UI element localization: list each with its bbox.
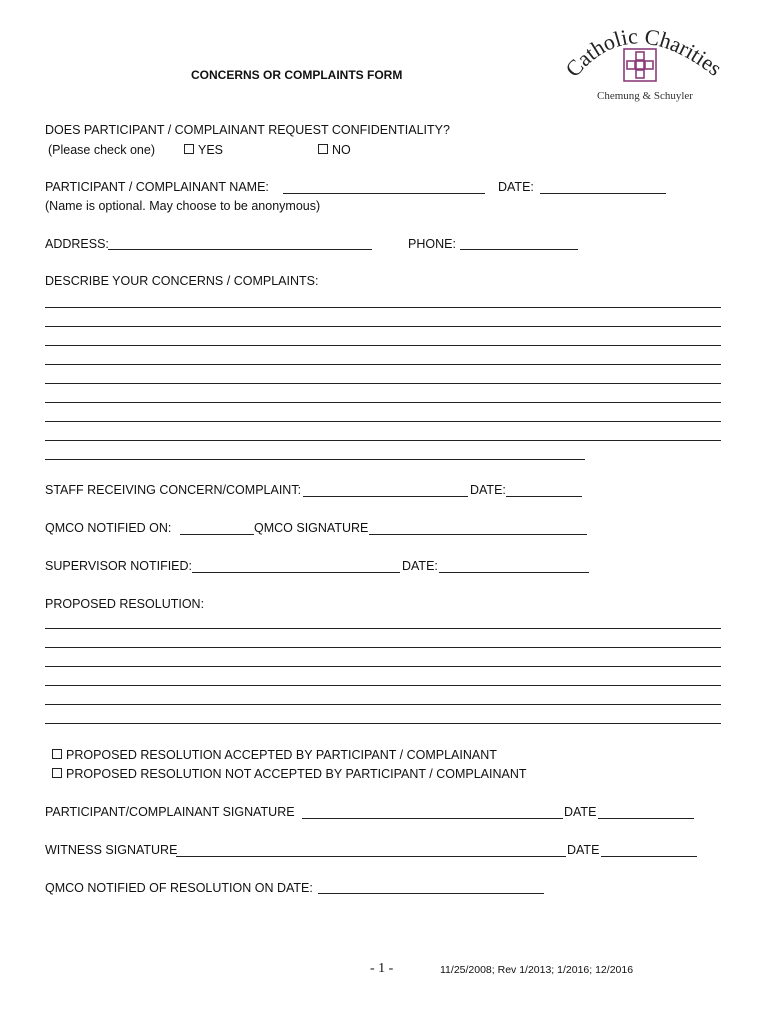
no-label: NO <box>332 143 351 157</box>
catholic-charities-logo <box>560 18 730 108</box>
supervisor-date-label: DATE: <box>402 559 438 573</box>
witness-signature-label: WITNESS SIGNATURE <box>45 843 178 857</box>
qmco-resolution-label: QMCO NOTIFIED OF RESOLUTION ON DATE: <box>45 881 313 895</box>
qmco-resolution-date-field[interactable] <box>318 893 544 894</box>
qmco-notified-label: QMCO NOTIFIED ON: <box>45 521 172 535</box>
qmco-signature-field[interactable] <box>369 534 587 535</box>
resolution-accepted-option[interactable] <box>52 748 497 762</box>
not-accepted-checkbox[interactable] <box>52 768 62 778</box>
cross-icon <box>624 49 656 81</box>
concerns-line[interactable] <box>45 459 585 460</box>
yes-label: YES <box>198 143 224 157</box>
yes-checkbox[interactable] <box>184 144 194 154</box>
phone-label: PHONE: <box>408 237 456 251</box>
participant-signature-field[interactable] <box>302 818 563 819</box>
logo-text: Catholic Charities <box>560 23 727 82</box>
concerns-line[interactable] <box>45 345 721 346</box>
address-field[interactable] <box>108 249 372 250</box>
concerns-line[interactable] <box>45 440 721 441</box>
concerns-line[interactable] <box>45 364 721 365</box>
confidentiality-question: DOES PARTICIPANT / COMPLAINANT REQUEST CONFIDENTIALITY? <box>45 123 450 137</box>
confidentiality-no-option[interactable] <box>318 143 351 157</box>
name-field[interactable] <box>283 193 485 194</box>
witness-signature-field[interactable] <box>176 856 566 857</box>
concerns-line[interactable] <box>45 383 721 384</box>
resolution-not-accepted-option[interactable] <box>52 767 527 781</box>
not-accepted-label: PROPOSED RESOLUTION NOT ACCEPTED BY PARTICIPANT / COMPLAINANT <box>66 767 527 781</box>
staff-field[interactable] <box>303 496 468 497</box>
phone-field[interactable] <box>460 249 578 250</box>
accepted-label: PROPOSED RESOLUTION ACCEPTED BY PARTICIPANT / COMPLAINANT <box>66 748 497 762</box>
name-date-label: DATE: <box>498 180 534 194</box>
resolution-line[interactable] <box>45 685 721 686</box>
resolution-line[interactable] <box>45 723 721 724</box>
revision-dates: 11/25/2008; Rev 1/2013; 1/2016; 12/2016 <box>440 964 634 976</box>
check-one-instruction: (Please check one) <box>48 143 156 157</box>
supervisor-date-field[interactable] <box>439 572 589 573</box>
participant-signature-label: PARTICIPANT/COMPLAINANT SIGNATURE <box>45 805 295 819</box>
confidentiality-yes-option[interactable] <box>184 143 223 157</box>
qmco-notified-field[interactable] <box>180 534 254 535</box>
qmco-signature-label: QMCO SIGNATURE <box>254 521 369 535</box>
resolution-line[interactable] <box>45 704 721 705</box>
name-label: PARTICIPANT / COMPLAINANT NAME: <box>45 180 269 194</box>
anonymous-note: (Name is optional. May choose to be anonymous) <box>45 199 321 213</box>
address-label: ADDRESS: <box>45 237 109 251</box>
page-title: CONCERNS OR COMPLAINTS FORM <box>191 68 403 82</box>
witness-date-field[interactable] <box>601 856 697 857</box>
resolution-line[interactable] <box>45 628 721 629</box>
supervisor-label: SUPERVISOR NOTIFIED: <box>45 559 193 573</box>
logo-subtitle: Chemung & Schuyler <box>597 90 693 102</box>
concerns-line[interactable] <box>45 421 721 422</box>
staff-date-label: DATE: <box>470 483 506 497</box>
staff-label: STAFF RECEIVING CONCERN/COMPLAINT: <box>45 483 302 497</box>
supervisor-field[interactable] <box>192 572 400 573</box>
page-number: - 1 - <box>370 961 394 976</box>
resolution-label: PROPOSED RESOLUTION: <box>45 597 205 611</box>
describe-label: DESCRIBE YOUR CONCERNS / COMPLAINTS: <box>45 274 319 288</box>
resolution-line[interactable] <box>45 647 721 648</box>
staff-date-field[interactable] <box>506 496 582 497</box>
accepted-checkbox[interactable] <box>52 749 62 759</box>
concerns-line[interactable] <box>45 326 721 327</box>
name-date-field[interactable] <box>540 193 666 194</box>
resolution-line[interactable] <box>45 666 721 667</box>
witness-date-label: DATE <box>567 843 600 857</box>
concerns-line[interactable] <box>45 402 721 403</box>
participant-signature-date-label: DATE <box>564 805 597 819</box>
concerns-line[interactable] <box>45 307 721 308</box>
participant-signature-date-field[interactable] <box>598 818 694 819</box>
no-checkbox[interactable] <box>318 144 328 154</box>
